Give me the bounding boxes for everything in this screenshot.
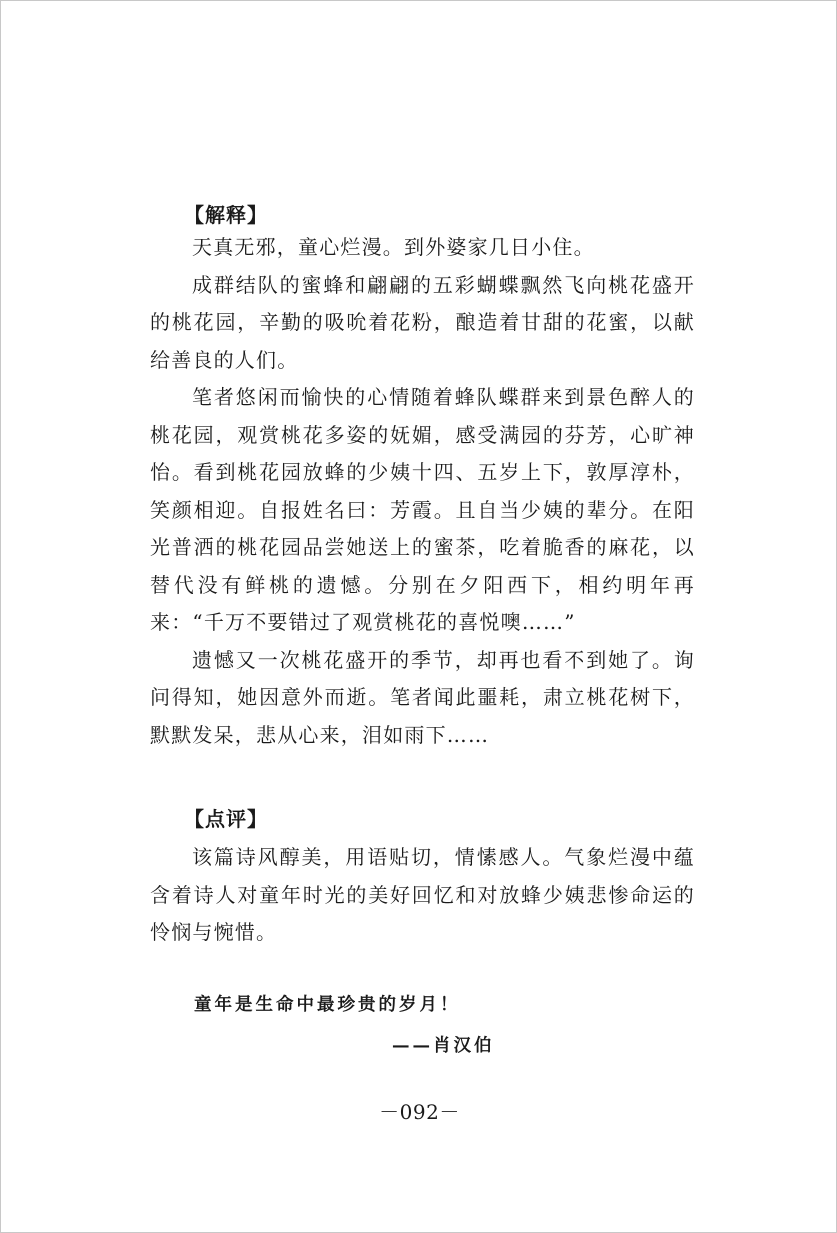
- explanation-heading: 【解释】: [184, 203, 268, 227]
- commentary-paragraph-1: 该篇诗风醇美，用语贴切，情愫感人。气象烂漫中蕴含着诗人对童年时光的美好回忆和对放蜂少姨悲惨命运的怜悯与惋惜。: [150, 845, 695, 944]
- explanation-paragraph-4: 遗憾又一次桃花盛开的季节，却再也看不到她了。询问得知，她因意外而逝。笔者闻此噩耗，肃立桃花树下，默默发呆，悲从心来，泪如雨下……: [150, 647, 695, 747]
- explanation-paragraph-3: 笔者悠闲而愉快的心情随着蜂队蝶群来到景色醉人的桃花园，观赏桃花多姿的妩媚，感受满园的芬芳，心旷神怡。看到桃花园放蜂的少姨十四、五岁上下，敦厚淳朴，笑颜相迎。自报姓名曰：芳霞。且自当少姨的辈分。在阳光普洒的桃花园品尝她送上的蜜茶，吃着脆香的麻花，以替代没有鲜桃的遗憾。分别在夕阳西下，相约明年再来：“千万不要错过了观赏桃花的喜悦噢……”: [150, 385, 695, 634]
- commentary-heading: 【点评】: [184, 807, 268, 831]
- quote-author: ——肖汉伯: [392, 1036, 495, 1056]
- explanation-paragraph-2: 成群结队的蜜蜂和翩翩的五彩蝴蝶飘然飞向桃花盛开的桃花园，辛勤的吸吮着花粉，酿造着甘甜的花蜜，以献给善良的人们。: [150, 272, 695, 372]
- quote-text: 童年是生命中最珍贵的岁月！: [194, 995, 461, 1015]
- commentary-body: [150, 839, 695, 952]
- explanation-body: [150, 229, 695, 754]
- page-number: －092－: [379, 1100, 460, 1124]
- explanation-paragraph-1: 天真无邪，童心烂漫。到外婆家几日小住。: [192, 235, 595, 259]
